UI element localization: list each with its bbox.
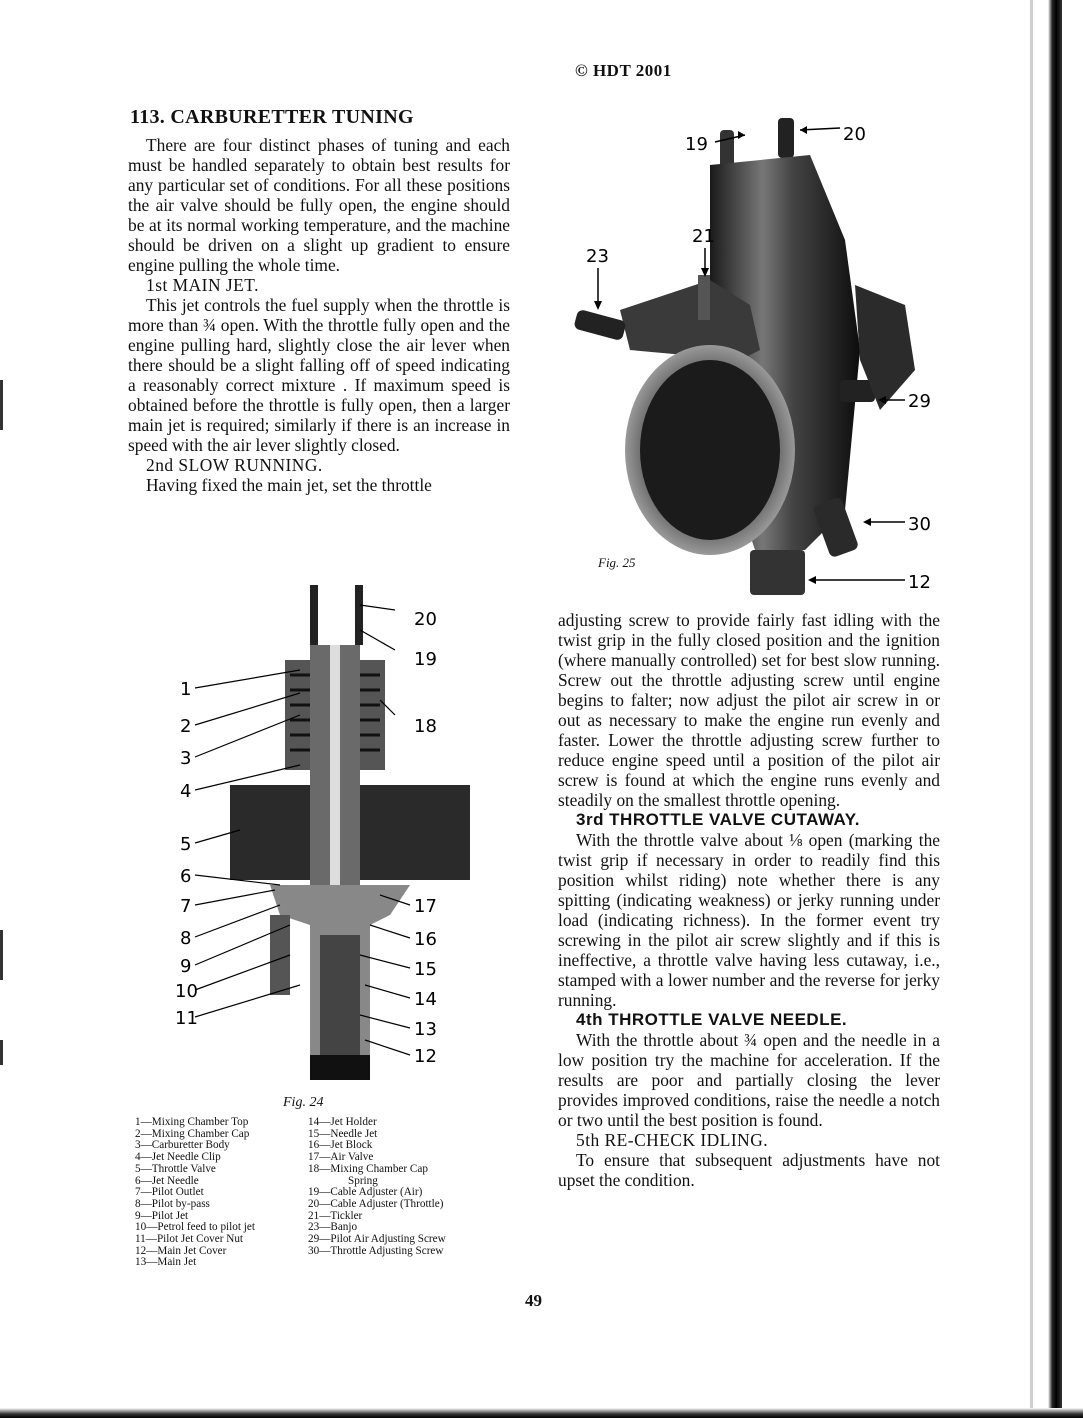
fig25-label-23: 23 (586, 246, 609, 267)
legend-item: Spring (348, 1174, 378, 1187)
legend-item: 23—Banjo (308, 1221, 358, 1234)
cable-right (355, 585, 363, 645)
legend-item: 21—Tickler (308, 1209, 363, 1222)
phase2-title: 2nd SLOW RUNNING. (146, 455, 323, 475)
legend-item: 4—Jet Needle Clip (135, 1151, 221, 1164)
fig24-label-9: 9 (180, 956, 192, 977)
cable-adjuster-throttle (778, 118, 794, 158)
fig24-legend-right (308, 1117, 446, 1257)
fig24-label-11: 11 (175, 1008, 198, 1029)
fig25-label-20: 20 (843, 124, 866, 145)
page-shadow (1030, 0, 1033, 1418)
fig24-label-2: 2 (180, 716, 192, 737)
jet-holder (320, 935, 360, 1065)
fig25-label-21: 21 (692, 226, 715, 247)
fig24-label-13: 13 (414, 1019, 437, 1040)
scan-mark (0, 380, 3, 430)
fig24-label-20: 20 (414, 609, 437, 630)
intro-paragraph: There are four distinct phases of tuning and each must be handled separately to obtain best results for any particular set of conditions. For all these positions the air valve should be fully open, the engine should be at its normal working temperature, and the machine should be driven on a slight up gradient to ensure engine pulling the whole time. (128, 135, 510, 275)
legend-item: 3—Carburetter Body (135, 1139, 230, 1152)
fig24-label-8: 8 (180, 928, 192, 949)
page-edge-bottom (0, 1408, 1083, 1418)
legend-item: 6—Jet Needle (135, 1174, 199, 1187)
carburettor-cross-section (170, 585, 470, 1085)
fig24-label-7: 7 (180, 896, 192, 917)
fig24-caption: Fig. 24 (283, 1095, 324, 1110)
phase5-paragraph: To ensure that subsequent adjustments have not upset the condition. (558, 1150, 940, 1190)
legend-item: 8—Pilot by-pass (135, 1197, 210, 1210)
fig25-label-29: 29 (908, 391, 931, 412)
tickler (698, 275, 710, 320)
fig24-legend-left (135, 1117, 255, 1269)
fig24-label-19: 19 (414, 649, 437, 670)
legend-item: 14—Jet Holder (308, 1116, 377, 1128)
legend-item: 17—Air Valve (308, 1151, 374, 1164)
phase4-title: 4th THROTTLE VALVE NEEDLE. (576, 1010, 848, 1029)
legend-item: 5—Throttle Valve (135, 1162, 216, 1175)
section-title: 113. CARBURETTER TUNING (130, 106, 414, 128)
cable-left (310, 585, 318, 645)
phase5-title: 5th RE-CHECK IDLING. (576, 1130, 769, 1150)
fig24-label-17: 17 (414, 896, 437, 917)
phase3-paragraph: With the throttle valve about ⅛ open (marking the twist grip if necessary in order to readily find this position whilst riding) note whether there is any spitting (indicating weakness) or jerky running under load (indicating richness). In the former event try screwing in the pilot air screw slightly and if this is ineffective, a throttle valve having less cutaway, i.e., stamped with a lower number and the reverse for jerky running. (558, 830, 940, 1010)
legend-item: 12—Main Jet Cover (135, 1244, 227, 1257)
fig24-label-18: 18 (414, 716, 437, 737)
legend-item: 29—Pilot Air Adjusting Screw (308, 1233, 446, 1246)
phase4-paragraph: With the throttle about ¾ open and the needle in a low position try the machine for acceleration. If the results are poor and partially closing the lever provides improved conditions, raise the needle a notch or two until the best position is found. (558, 1030, 940, 1130)
fig24-label-3: 3 (180, 748, 192, 769)
fig25-caption: Fig. 25 (598, 555, 636, 570)
fig24-label-12: 12 (414, 1046, 437, 1067)
main-jet-cover (310, 1055, 370, 1080)
legend-item: 30—Throttle Adjusting Screw (308, 1244, 444, 1257)
page-number: 49 (525, 1291, 542, 1310)
legend-item: 9—Pilot Jet (135, 1209, 189, 1222)
intake-bore-shadow (640, 360, 780, 540)
fig25-label-30: 30 (908, 514, 931, 535)
fig24-label-15: 15 (414, 959, 437, 980)
pilot-jet (270, 915, 290, 995)
fig25-label-19: 19 (685, 134, 708, 155)
legend-item: 18—Mixing Chamber Cap (308, 1162, 428, 1175)
main-jet-cover (750, 550, 805, 595)
fig24-label-16: 16 (414, 929, 437, 950)
scan-mark (0, 930, 3, 980)
fig24-label-5: 5 (180, 834, 192, 855)
legend-item: 16—Jet Block (308, 1139, 373, 1152)
fig25-label-12: 12 (908, 572, 931, 593)
phase3-title: 3rd THROTTLE VALVE CUTAWAY. (576, 810, 860, 829)
legend-item: 7—Pilot Outlet (135, 1186, 204, 1199)
right-column (558, 610, 940, 1190)
legend-item: 10—Petrol feed to pilot jet (135, 1221, 255, 1234)
fig24-label-6: 6 (180, 866, 192, 887)
phase1-paragraph: This jet controls the fuel supply when the throttle is more than ¾ open. With the throttle fully open and the engine pulling hard, slightly close the air lever when there should be a slight falling off of speed indicating a reasonably correct mixture . If maximum speed is obtained before the throttle is fully open, then a larger main jet is required; similarly if there is an increase in speed with the air lever slightly closed. (128, 295, 510, 455)
fig24-label-1: 1 (180, 679, 192, 700)
legend-item: 20—Cable Adjuster (Throttle) (308, 1197, 444, 1210)
scan-mark (0, 1040, 3, 1065)
banjo-spigot (573, 309, 626, 341)
legend-item: 1—Mixing Chamber Top (135, 1116, 249, 1128)
page-edge-right (1048, 0, 1062, 1418)
legend-item: 19—Cable Adjuster (Air) (308, 1186, 423, 1199)
fig24-label-4: 4 (180, 781, 192, 802)
carburettor-photo (560, 110, 960, 600)
phase2-paragraph-start: Having fixed the main jet, set the throttle (146, 475, 432, 495)
phase1-title: 1st MAIN JET. (146, 275, 259, 295)
fig24-label-10: 10 (175, 981, 198, 1002)
legend-item: 13—Main Jet (135, 1256, 197, 1269)
left-column (128, 135, 510, 495)
legend-item: 11—Pilot Jet Cover Nut (135, 1233, 244, 1246)
legend-item: 2—Mixing Chamber Cap (135, 1127, 250, 1140)
fig24-label-14: 14 (414, 989, 437, 1010)
copyright-notice: © HDT 2001 (575, 61, 672, 80)
phase2-paragraph-cont: adjusting screw to provide fairly fast idling with the twist grip in the fully closed position and the ignition (where manually controlled) set for best slow running. Screw out the throttle adjusting screw until engine begins to falter; now adjust the pilot air screw in or out as necessary to make the engine run evenly and faster. Lower the throttle adjusting screw further to reduce engine speed until a position of the pilot air screw is found at which the engine runs evenly and steadily on the smallest throttle opening. (558, 610, 940, 810)
legend-item: 15—Needle Jet (308, 1127, 378, 1140)
